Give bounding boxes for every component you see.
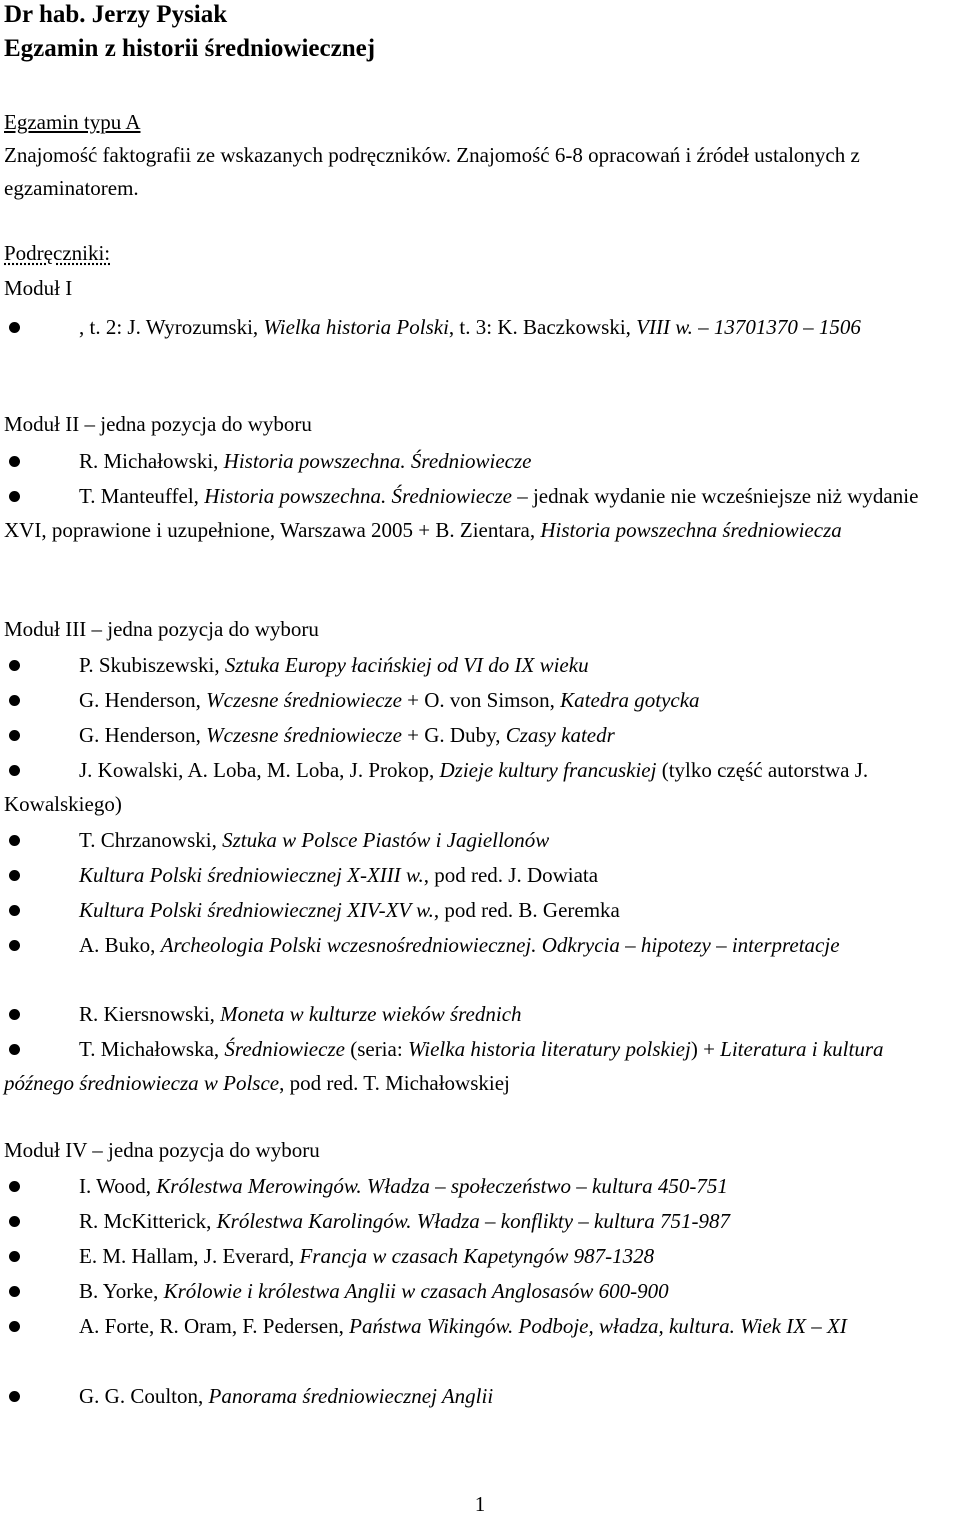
bibliography-text [4,997,958,1031]
document-title: Egzamin z historii średniowiecznej [4,35,376,62]
title-italic: Sztuka w Polsce Piastów i Jagiellonów [222,828,550,852]
title-italic: Państwa Wikingów. Podboje, władza, kultura. Wiek IX – XI [349,1314,847,1338]
citation-text: G. G. Coulton, [79,1384,209,1408]
bibliography-text [4,648,958,682]
bibliography-text [4,1239,958,1273]
title-italic: Francja w czasach Kapetyngów 987-1328 [299,1244,655,1268]
citation-text: T. Chrzanowski, [79,828,223,852]
bullet-icon [9,1321,20,1332]
title-italic: Czasy katedr [505,723,615,747]
bullet-icon [9,1251,20,1262]
bibliography-item [4,928,958,962]
title-italic: Wielka historia literatury polskiej [407,1037,691,1061]
bibliography-text [4,1204,958,1238]
title-italic: Historia powszechna średniowiecza [540,518,842,542]
module-2-heading: Moduł II – jedna pozycja do wyboru [4,412,312,436]
bibliography-item [4,479,958,547]
bibliography-item [4,1169,958,1203]
title-italic: Sztuka Europy łacińskiej od VI do IX wieku [224,653,589,677]
bibliography-text [4,928,958,962]
title-italic: 1370 – 1506 [755,315,861,339]
bibliography-text [4,1032,958,1100]
title-italic: Katedra gotycka [560,688,700,712]
bibliography-text [4,310,958,344]
bibliography-text [4,753,958,821]
title-italic: Średniowiecze [224,1037,345,1061]
bibliography-text [4,683,958,717]
citation-text: E. M. Hallam, J. Everard, [79,1244,300,1268]
bullet-icon [9,456,20,467]
bullet-icon [9,695,20,706]
bibliography-text [4,1379,958,1413]
citation-text: G. Henderson, [79,723,207,747]
bibliography-item [4,1204,958,1238]
citation-text: R. Kiersnowski, [79,1002,221,1026]
page-number: 1 [474,1492,486,1516]
citation-text: (tylko część autorstwa J. Kowalskiego) [4,758,869,816]
bullet-icon [9,1216,20,1227]
module-1-heading: Moduł I [4,276,73,300]
bullet-icon [9,1286,20,1297]
bibliography-item [4,648,958,682]
bullet-icon [9,491,20,502]
citation-text: J. Kowalski, A. Loba, M. Loba, J. Prokop, [79,758,440,782]
title-italic: Królowie i królestwa Anglii w czasach Anglosasów 600-900 [163,1279,669,1303]
title-italic: Panorama średniowiecznej Anglii [208,1384,494,1408]
bibliography-item [4,1239,958,1273]
bullet-icon [9,1181,20,1192]
bullet-icon [9,1391,20,1402]
bibliography-item [4,1274,958,1308]
bibliography-text [4,444,958,478]
citation-text: G. Henderson, [79,688,207,712]
title-italic: Archeologia Polski wczesnośredniowiecznej. Odkrycia – hipotezy – interpretacje [160,933,840,957]
citation-text: , pod red. B. Geremka [433,898,620,922]
bibliography-text [4,858,958,892]
bibliography-item [4,444,958,478]
bullet-icon [9,730,20,741]
citation-text: + O. von Simson, [401,688,561,712]
title-italic: Królestwa Karolingów. Władza – konflikty – kultura 751-987 [216,1209,730,1233]
title-italic: Wczesne średniowiecze [206,723,402,747]
citation-text: , t. 2: J. Wyrozumski, [79,315,264,339]
bibliography-text [4,1169,958,1203]
bibliography-text [4,479,958,547]
bibliography-item [4,823,958,857]
module-4-heading: Moduł IV – jedna pozycja do wyboru [4,1138,320,1162]
title-italic: Historia powszechna. Średniowiecze [223,449,532,473]
citation-text: – jednak wydanie nie wcześniejsze niż wydanie XVI, poprawione i uzupełnione, Warszawa 2005 + B. Zientara, [4,484,919,542]
bullet-icon [9,870,20,881]
bullet-icon [9,1009,20,1020]
bibliography-item [4,683,958,717]
bibliography-item [4,893,958,927]
bullet-icon [9,322,20,333]
title-italic: Historia powszechna. Średniowiecze [204,484,512,508]
module-3-heading: Moduł III – jedna pozycja do wyboru [4,617,319,641]
bullet-icon [9,835,20,846]
citation-text: T. Michałowska, [79,1037,225,1061]
bibliography-item [4,1309,958,1343]
bullet-icon [9,660,20,671]
bibliography-text [4,1309,958,1343]
bibliography-item [4,310,958,344]
citation-text: , t. 3: K. Baczkowski, [448,315,637,339]
bibliography-item [4,1032,958,1100]
bibliography-text [4,718,958,752]
title-italic: Literatura i kultura późnego średniowiecza w Polsce [4,1037,884,1095]
bullet-icon [9,905,20,916]
bibliography-item [4,718,958,752]
citation-text: , pod red. J. Dowiata [423,863,599,887]
bullet-icon [9,940,20,951]
citation-text: + G. Duby, [401,723,506,747]
citation-text: ) + [690,1037,721,1061]
title-italic: Dzieje kultury francuskiej [439,758,657,782]
textbooks-label: Podręczniki: [4,241,111,265]
title-italic: Królestwa Merowingów. Władza – społeczeństwo – kultura 450-751 [156,1174,728,1198]
citation-text: R. Michałowski, [79,449,224,473]
citation-text: (seria: [344,1037,408,1061]
citation-text: I. Wood, [79,1174,157,1198]
bibliography-item [4,753,958,821]
title-italic: Kultura Polski średniowiecznej XIV-XV w. [79,898,434,922]
exam-type: Egzamin typu A [4,110,141,134]
author-name: Dr hab. Jerzy Pysiak [4,1,228,28]
bibliography-text [4,823,958,857]
title-italic: Moneta w kulturze wieków średnich [220,1002,522,1026]
citation-text: P. Skubiszewski, [79,653,225,677]
title-italic: Kultura Polski średniowiecznej X-XIII w. [79,863,424,887]
requirements-text: Znajomość faktografii ze wskazanych podręczników. Znajomość 6-8 opracowań i źródeł ustalonych z egzaminatorem. [4,143,860,200]
bibliography-item [4,1379,958,1413]
bibliography-item [4,858,958,892]
bibliography-text [4,893,958,927]
bibliography-item [4,997,958,1031]
title-italic: Wielka historia Polski [263,315,449,339]
citation-text: , pod red. T. Michałowskiej [279,1071,510,1095]
bibliography-text [4,1274,958,1308]
citation-text: T. Manteuffel, [79,484,205,508]
title-italic: VIII w. – 1370 [636,315,756,339]
bullet-icon [9,765,20,776]
bullet-icon [9,1044,20,1055]
citation-text: R. McKitterick, [79,1209,217,1233]
citation-text: B. Yorke, [79,1279,164,1303]
citation-text: A. Buko, [79,933,161,957]
title-italic: Wczesne średniowiecze [206,688,402,712]
citation-text: A. Forte, R. Oram, F. Pedersen, [79,1314,350,1338]
